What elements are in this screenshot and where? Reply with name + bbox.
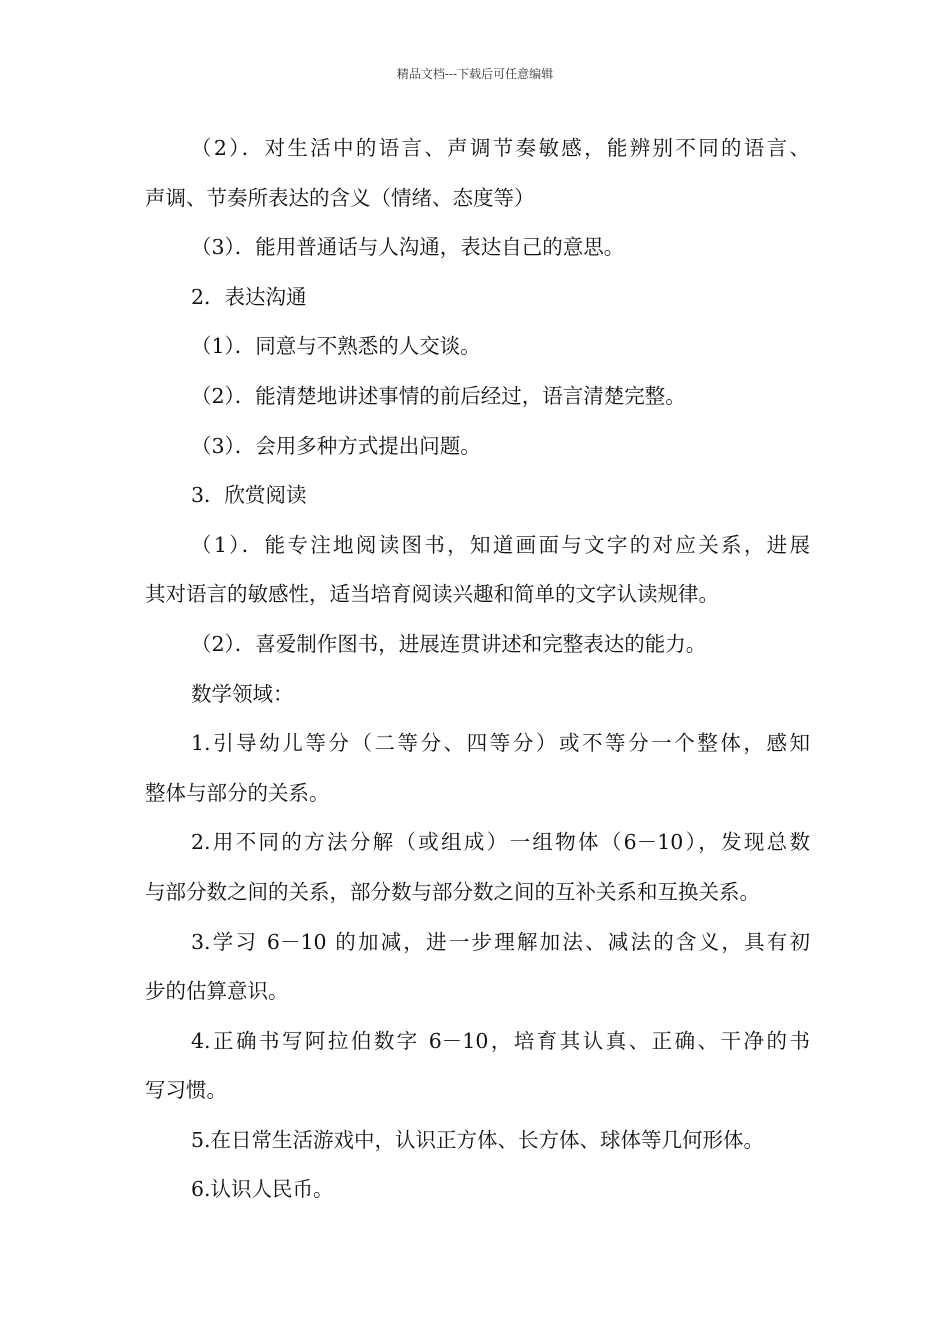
- text-line: 写习惯。: [145, 1078, 227, 1103]
- text-line: （2）．喜爱制作图书，进展连贯讲述和完整表达的能力。: [191, 631, 707, 656]
- section-heading: 3．欣赏阅读: [191, 483, 307, 508]
- text-line: 其对语言的敏感性，适当培育阅读兴趣和简单的文字认读规律。: [145, 582, 719, 607]
- text-line: 步的估算意识。: [145, 979, 289, 1004]
- text-line: 声调、节奏所表达的含义（情绪、态度等）: [145, 185, 535, 210]
- page-header: 精品文档---下载后可任意编辑: [396, 67, 554, 81]
- text-line: （1）．能专注地阅读图书，知道画面与文字的对应关系，进展: [191, 532, 810, 557]
- text-line: 与部分数之间的关系，部分数与部分数之间的互补关系和互换关系。: [145, 879, 760, 904]
- text-line: （2）．对生活中的语言、声调节奏敏感，能辨别不同的语言、: [191, 136, 810, 160]
- text-line: 1.引导幼儿等分（二等分、四等分）或不等分一个整体，感知: [191, 731, 810, 756]
- document-body: [145, 124, 810, 1215]
- text-line: 4.正确书写阿拉伯数字 6－10，培育其认真、正确、干净的书: [191, 1028, 810, 1053]
- text-line: （3）．会用多种方式提出问题。: [191, 433, 481, 458]
- text-line: 5.在日常生活游戏中，认识正方体、长方体、球体等几何形体。: [191, 1127, 765, 1152]
- section-heading: 2．表达沟通: [191, 284, 307, 309]
- text-line: （1）．同意与不熟悉的人交谈。: [191, 334, 481, 359]
- text-line: （2）．能清楚地讲述事情的前后经过，语言清楚完整。: [191, 383, 686, 408]
- text-line: 2.用不同的方法分解（或组成）一组物体（6－10），发现总数: [191, 830, 810, 855]
- text-line: 整体与部分的关系。: [145, 780, 330, 805]
- text-line: （3）．能用普通话与人沟通，表达自己的意思。: [191, 235, 625, 260]
- text-line: 6.认识人民币。: [191, 1177, 334, 1202]
- section-heading: 数学领域：: [191, 681, 294, 706]
- text-line: 3.学习 6－10 的加减，进一步理解加法、减法的含义，具有初: [191, 929, 810, 954]
